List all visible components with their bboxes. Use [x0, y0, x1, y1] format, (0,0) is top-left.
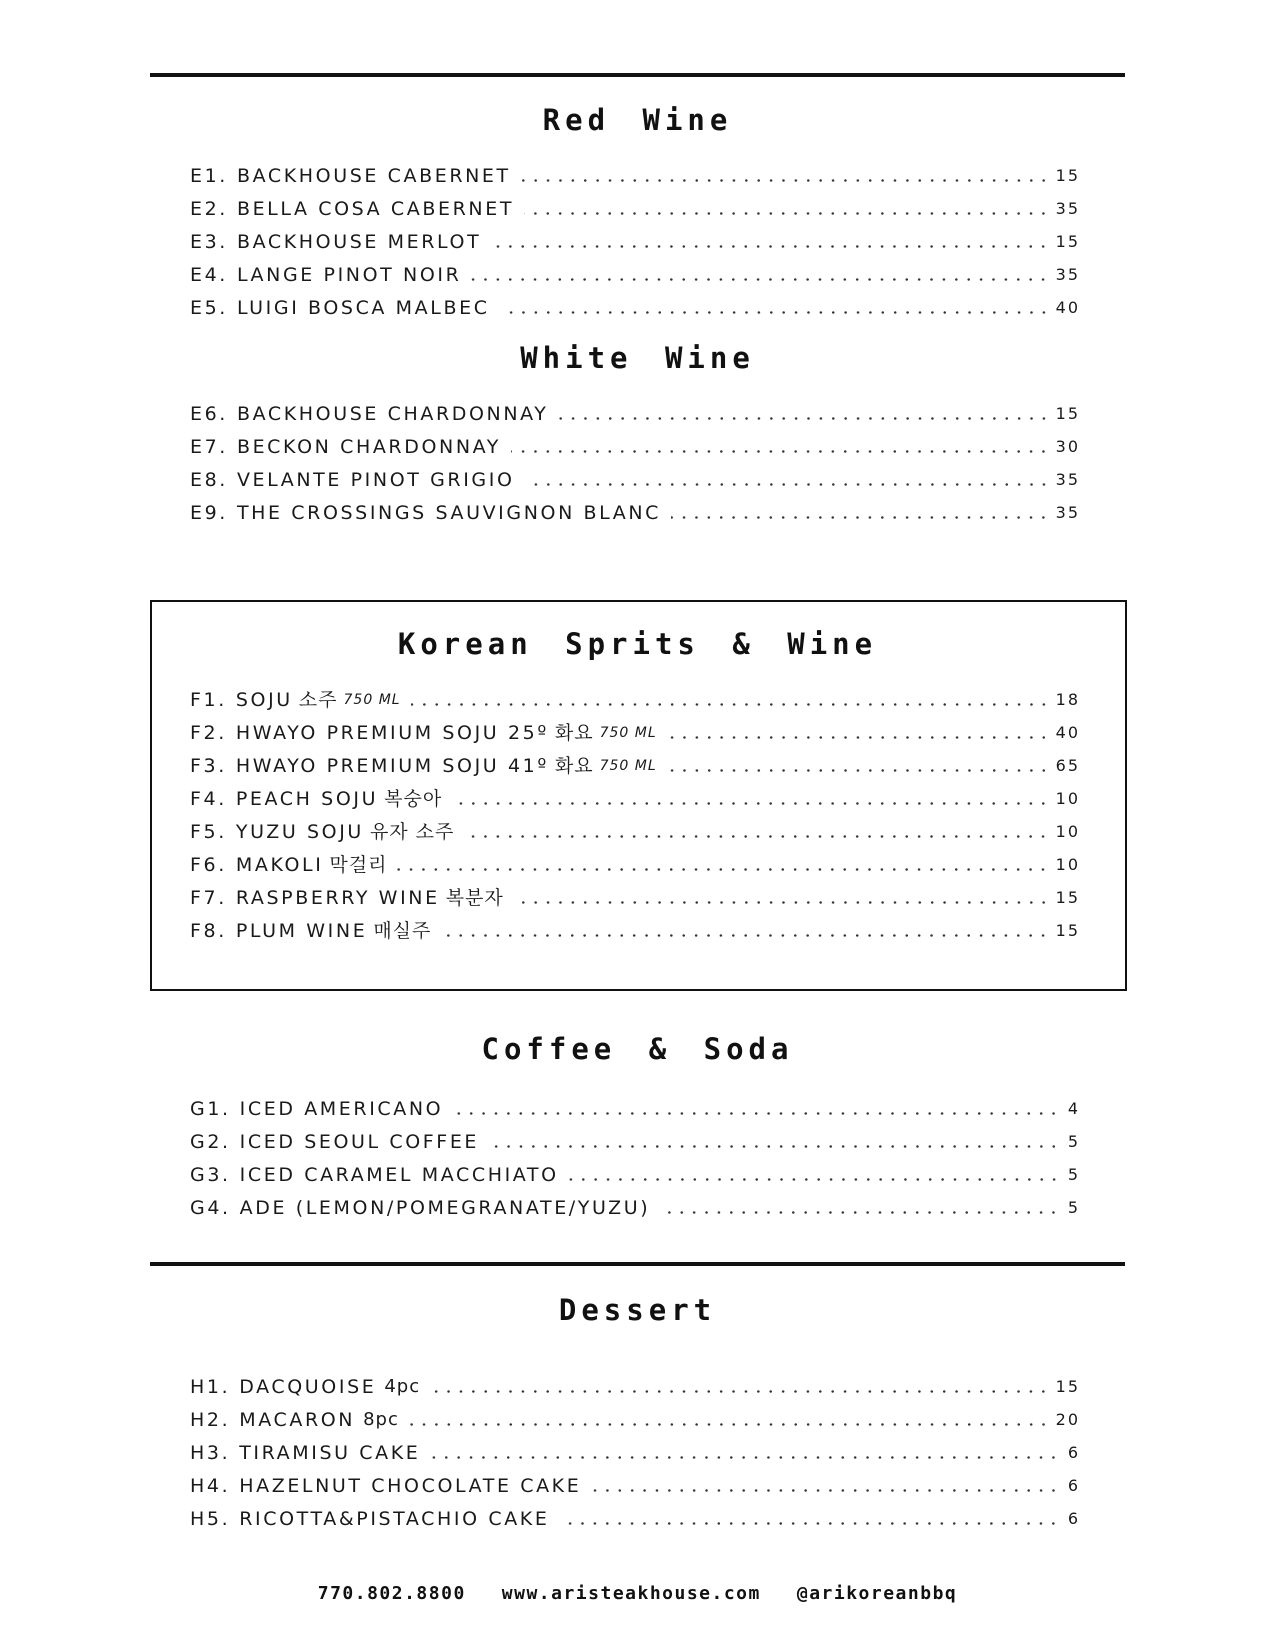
item-price: 15 [1055, 404, 1080, 423]
item-price: 6 [1067, 1443, 1080, 1462]
dot-leader [559, 417, 1050, 420]
dot-leader [671, 516, 1050, 519]
item-code: E4. [190, 264, 228, 286]
dot-leader [660, 1211, 1060, 1214]
item-price: 10 [1055, 789, 1080, 808]
menu-item [190, 155, 1080, 188]
item-korean-name: 화요 [554, 722, 594, 744]
dot-leader [514, 901, 1050, 904]
item-code: F2. [190, 722, 227, 744]
menu-item [190, 459, 1080, 492]
item-name: BELLA COSA CABERNET [236, 198, 515, 220]
item-price: 15 [1055, 166, 1080, 185]
item-price: 10 [1055, 855, 1080, 874]
item-name: LANGE PINOT NOIR [236, 264, 462, 286]
menu-item [190, 679, 1080, 712]
item-code: F8. [190, 920, 227, 942]
menu-item [190, 1498, 1080, 1531]
item-name: THE CROSSINGS SAUVIGNON BLANC [236, 502, 662, 524]
item-price: 6 [1067, 1476, 1080, 1495]
white-wine-list [190, 393, 1080, 525]
dot-leader [667, 769, 1050, 772]
item-price: 10 [1055, 822, 1080, 841]
menu-item [190, 811, 1080, 844]
menu-item [190, 1154, 1080, 1187]
item-name: HAZELNUT CHOCOLATE CAKE [239, 1475, 582, 1497]
item-volume: 750 ML [343, 692, 401, 708]
dot-leader [491, 245, 1049, 248]
item-name: BECKON CHARDONNAY [236, 436, 501, 458]
dot-leader [397, 868, 1049, 871]
item-code: H5. [190, 1508, 231, 1530]
dot-leader [453, 1112, 1060, 1115]
menu-item [190, 1399, 1080, 1432]
item-volume: 750 ML [599, 725, 657, 741]
social-handle[interactable]: @arikoreanbbq [796, 1583, 958, 1604]
item-price: 15 [1055, 1377, 1080, 1396]
item-korean-name: 소주 [298, 689, 338, 711]
top-divider [150, 73, 1125, 77]
website-link[interactable]: www.aristeakhouse.com [501, 1583, 761, 1604]
item-code: E9. [190, 502, 228, 524]
item-code: F7. [190, 887, 227, 909]
item-name: YUZU SOJU [235, 821, 364, 843]
item-name: MACARON [239, 1409, 356, 1431]
item-price: 40 [1055, 298, 1080, 317]
red-wine-list [190, 155, 1080, 320]
white-wine-heading: White Wine [520, 341, 755, 375]
item-piece-count: 4pc [384, 1376, 421, 1397]
item-name: PEACH SOJU [235, 788, 379, 810]
item-name: HWAYO PREMIUM SOJU 41º [235, 755, 549, 777]
dot-leader [464, 835, 1049, 838]
item-code: G2. [190, 1131, 231, 1153]
item-name: ICED SEOUL COFFEE [239, 1131, 480, 1153]
menu-item [190, 745, 1080, 778]
dot-leader [521, 179, 1050, 182]
menu-item [190, 254, 1080, 287]
dot-leader [591, 1489, 1060, 1492]
item-price: 40 [1055, 723, 1080, 742]
item-name: SOJU [235, 689, 293, 711]
item-korean-name: 유자 소주 [369, 821, 455, 843]
dot-leader [430, 1456, 1060, 1459]
item-price: 5 [1067, 1165, 1080, 1184]
menu-item [190, 1366, 1080, 1399]
item-korean-name: 복숭아 [384, 788, 443, 810]
item-price: 4 [1067, 1099, 1080, 1118]
dot-leader [559, 1522, 1060, 1525]
item-name: MAKOLI [235, 854, 324, 876]
menu-item [190, 1465, 1080, 1498]
item-name: ICED AMERICANO [239, 1098, 444, 1120]
dot-leader [500, 311, 1050, 314]
item-price: 65 [1055, 756, 1080, 775]
item-price: 15 [1055, 888, 1080, 907]
menu-item [190, 426, 1080, 459]
item-price: 35 [1055, 503, 1080, 522]
item-piece-count: 8pc [363, 1409, 399, 1430]
item-name: TIRAMISU CAKE [239, 1442, 421, 1464]
item-name: VELANTE PINOT GRIGIO [236, 469, 515, 491]
dessert-heading: Dessert [558, 1293, 717, 1327]
dot-leader [489, 1145, 1060, 1148]
item-price: 6 [1067, 1509, 1080, 1528]
dot-leader [524, 212, 1050, 215]
menu-item [190, 910, 1080, 943]
dot-leader [411, 703, 1050, 706]
item-name: BACKHOUSE MERLOT [236, 231, 482, 253]
dot-leader [452, 802, 1049, 805]
item-name: LUIGI BOSCA MALBEC [236, 297, 490, 319]
item-name: ADE (LEMON/POMEGRANATE/YUZU) [239, 1197, 651, 1219]
menu-item [190, 1088, 1080, 1121]
item-name: BACKHOUSE CABERNET [236, 165, 511, 187]
item-price: 35 [1055, 265, 1080, 284]
item-code: H1. [190, 1376, 231, 1398]
menu-item [190, 1187, 1080, 1220]
item-korean-name: 복분자 [445, 887, 504, 909]
menu-item [190, 712, 1080, 745]
coffee-soda-heading: Coffee & Soda [481, 1032, 794, 1066]
menu-item [190, 1432, 1080, 1465]
item-name: RASPBERRY WINE [235, 887, 440, 909]
item-price: 20 [1055, 1410, 1080, 1429]
item-code: F3. [190, 755, 227, 777]
item-name: HWAYO PREMIUM SOJU 25º [235, 722, 549, 744]
item-code: E3. [190, 231, 228, 253]
korean-spirits-heading: Korean Sprits & Wine [397, 627, 878, 661]
item-price: 35 [1055, 199, 1080, 218]
menu-item [190, 877, 1080, 910]
item-code: H2. [190, 1409, 231, 1431]
item-code: F6. [190, 854, 227, 876]
item-code: G3. [190, 1164, 231, 1186]
dessert-divider [150, 1262, 1125, 1266]
item-code: E1. [190, 165, 228, 187]
item-volume: 750 ML [599, 758, 657, 774]
dot-leader [525, 483, 1050, 486]
item-code: F1. [190, 689, 227, 711]
item-price: 18 [1055, 690, 1080, 709]
menu-item [190, 1121, 1080, 1154]
item-code: E8. [190, 469, 228, 491]
item-code: G1. [190, 1098, 231, 1120]
item-name: PLUM WINE [235, 920, 368, 942]
dot-leader [409, 1423, 1050, 1426]
item-price: 30 [1055, 437, 1080, 456]
menu-item [190, 844, 1080, 877]
item-name: RICOTTA&PISTACHIO CAKE [239, 1508, 550, 1530]
dot-leader [430, 1390, 1050, 1393]
item-price: 5 [1067, 1132, 1080, 1151]
item-korean-name: 매실주 [373, 920, 432, 942]
item-name: DACQUOISE [239, 1376, 377, 1398]
item-code: G4. [190, 1197, 231, 1219]
item-code: E2. [190, 198, 228, 220]
item-korean-name: 화요 [554, 755, 594, 777]
korean-spirits-list [190, 679, 1080, 943]
menu-item [190, 778, 1080, 811]
item-price: 15 [1055, 921, 1080, 940]
item-code: H3. [190, 1442, 231, 1464]
menu-item [190, 393, 1080, 426]
item-price: 5 [1067, 1198, 1080, 1217]
red-wine-heading: Red Wine [542, 103, 733, 137]
item-korean-name: 막걸리 [329, 854, 388, 876]
item-price: 15 [1055, 232, 1080, 251]
item-code: F4. [190, 788, 227, 810]
item-price: 35 [1055, 470, 1080, 489]
menu-item [190, 287, 1080, 320]
dot-leader [569, 1178, 1060, 1181]
phone-number: 770.802.8800 [317, 1583, 466, 1604]
item-name: ICED CARAMEL MACCHIATO [239, 1164, 559, 1186]
item-code: E5. [190, 297, 228, 319]
dot-leader [511, 450, 1050, 453]
item-code: E7. [190, 436, 228, 458]
coffee-soda-list [190, 1088, 1080, 1220]
item-code: F5. [190, 821, 227, 843]
menu-item [190, 492, 1080, 525]
menu-item [190, 188, 1080, 221]
item-code: E6. [190, 403, 228, 425]
item-name: BACKHOUSE CHARDONNAY [236, 403, 549, 425]
menu-item [190, 221, 1080, 254]
dessert-list [190, 1366, 1080, 1531]
dot-leader [441, 934, 1049, 937]
item-code: H4. [190, 1475, 231, 1497]
dot-leader [667, 736, 1050, 739]
dot-leader [471, 278, 1049, 281]
contact-footer [0, 1583, 1275, 1604]
